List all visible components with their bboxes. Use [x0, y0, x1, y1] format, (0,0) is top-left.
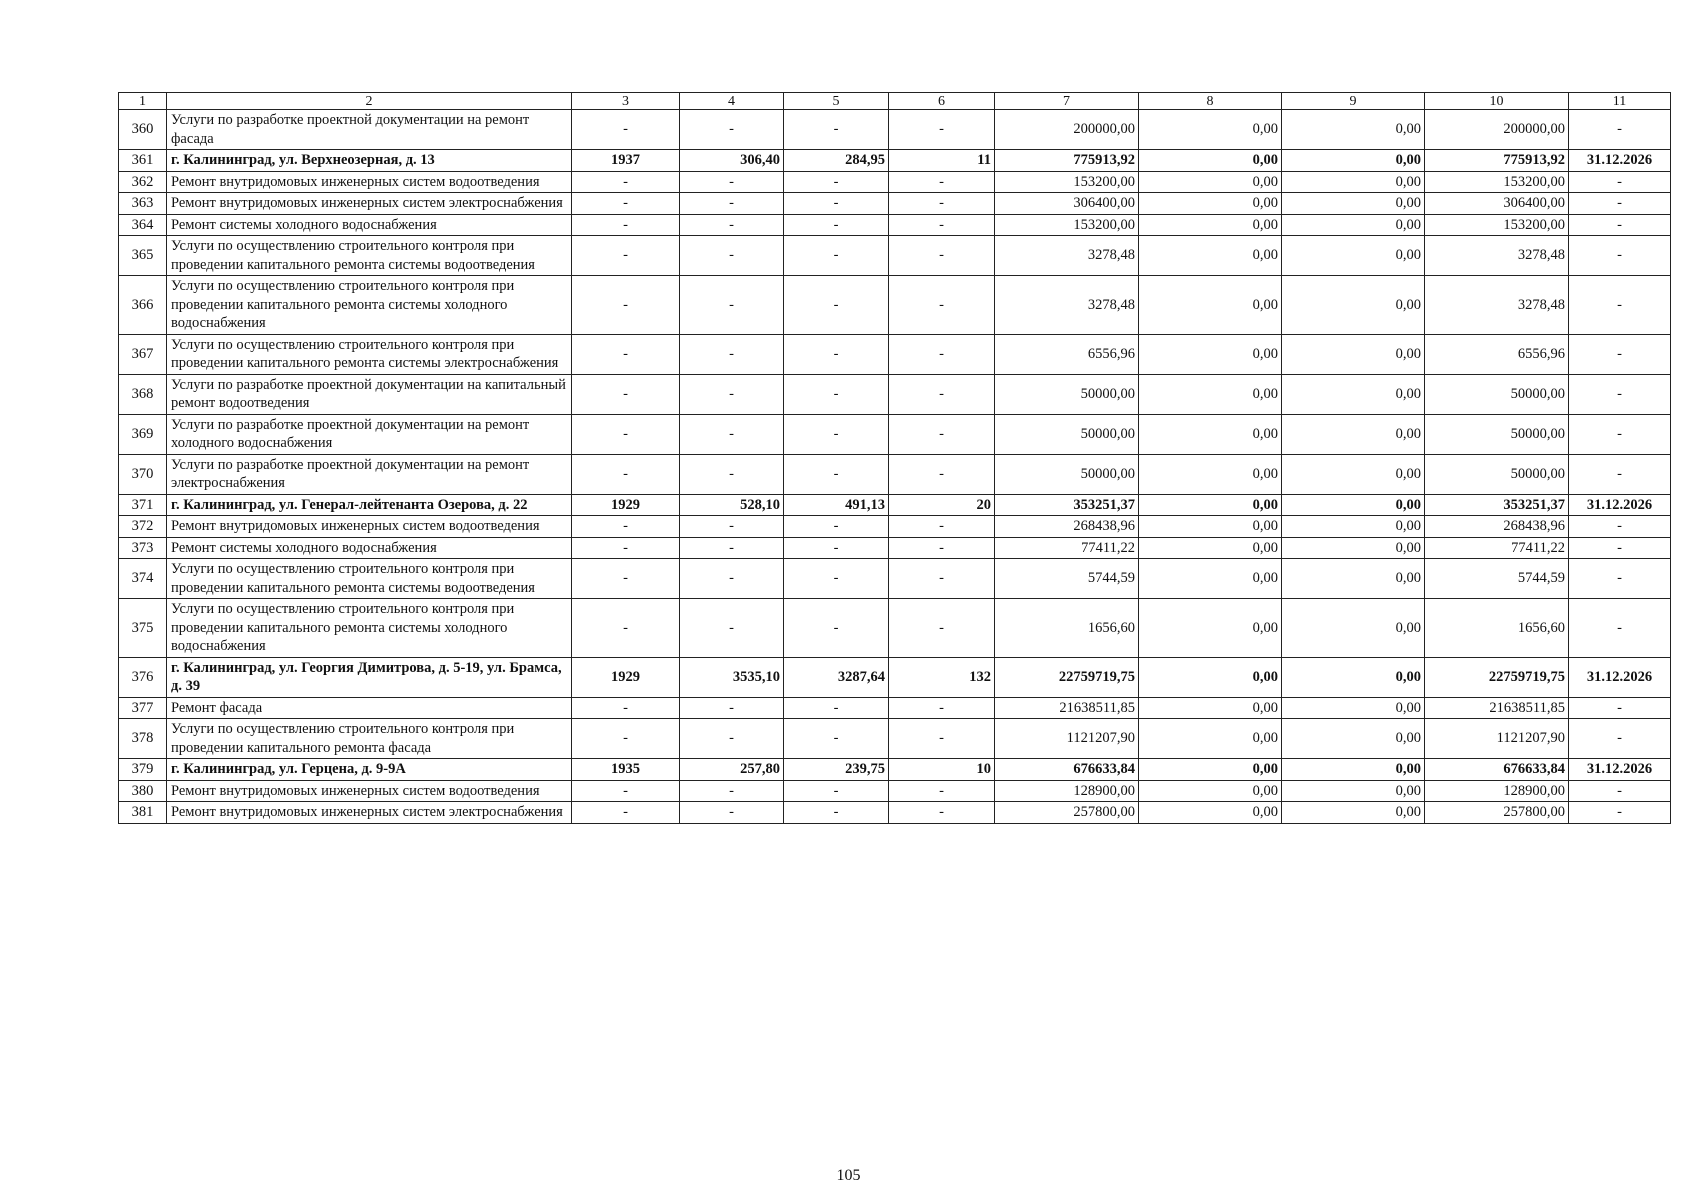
completion-date: -	[1569, 454, 1671, 494]
residents-count: -	[889, 334, 995, 374]
owners-funds: 3278,48	[1425, 276, 1569, 335]
fund-share-1: 0,00	[1139, 657, 1282, 697]
total-cost: 1656,60	[995, 599, 1139, 658]
fund-share-1: 0,00	[1139, 719, 1282, 759]
fund-share-2: 0,00	[1282, 171, 1425, 193]
year-built: -	[572, 599, 680, 658]
total-cost: 268438,96	[995, 516, 1139, 538]
owners-funds: 50000,00	[1425, 374, 1569, 414]
fund-share-2: 0,00	[1282, 334, 1425, 374]
completion-date: 31.12.2026	[1569, 657, 1671, 697]
year-built: -	[572, 414, 680, 454]
year-built: -	[572, 214, 680, 236]
residents-count: -	[889, 697, 995, 719]
year-built: -	[572, 802, 680, 824]
row-number: 367	[119, 334, 167, 374]
fund-share-1: 0,00	[1139, 236, 1282, 276]
living-area: -	[784, 454, 889, 494]
fund-share-1: 0,00	[1139, 334, 1282, 374]
total-area: -	[680, 214, 784, 236]
living-area: -	[784, 414, 889, 454]
total-cost: 1121207,90	[995, 719, 1139, 759]
owners-funds: 77411,22	[1425, 537, 1569, 559]
fund-share-2: 0,00	[1282, 802, 1425, 824]
living-area: -	[784, 214, 889, 236]
total-cost: 21638511,85	[995, 697, 1139, 719]
fund-share-2: 0,00	[1282, 599, 1425, 658]
living-area: 3287,64	[784, 657, 889, 697]
work-row	[119, 537, 1671, 559]
row-number: 361	[119, 150, 167, 172]
row-number: 372	[119, 516, 167, 538]
completion-date: -	[1569, 171, 1671, 193]
work-row	[119, 454, 1671, 494]
year-built: -	[572, 719, 680, 759]
completion-date: -	[1569, 236, 1671, 276]
fund-share-1: 0,00	[1139, 214, 1282, 236]
fund-share-1: 0,00	[1139, 494, 1282, 516]
completion-date: -	[1569, 214, 1671, 236]
total-area: -	[680, 780, 784, 802]
residents-count: -	[889, 374, 995, 414]
owners-funds: 6556,96	[1425, 334, 1569, 374]
column-number: 11	[1569, 93, 1671, 110]
work-description: Услуги по разработке проектной документации на ремонт холодного водоснабжения	[167, 414, 572, 454]
owners-funds: 268438,96	[1425, 516, 1569, 538]
work-description: Услуги по разработке проектной документации на капитальный ремонт водоотведения	[167, 374, 572, 414]
year-built: -	[572, 559, 680, 599]
column-number: 2	[167, 93, 572, 110]
fund-share-2: 0,00	[1282, 276, 1425, 335]
total-area: -	[680, 334, 784, 374]
residents-count: 132	[889, 657, 995, 697]
owners-funds: 1656,60	[1425, 599, 1569, 658]
living-area: -	[784, 236, 889, 276]
owners-funds: 1121207,90	[1425, 719, 1569, 759]
year-built: 1929	[572, 494, 680, 516]
fund-share-1: 0,00	[1139, 171, 1282, 193]
completion-date: -	[1569, 334, 1671, 374]
residents-count: -	[889, 559, 995, 599]
fund-share-1: 0,00	[1139, 537, 1282, 559]
work-description: Ремонт внутридомовых инженерных систем водоотведения	[167, 516, 572, 538]
residents-count: -	[889, 414, 995, 454]
completion-date: -	[1569, 780, 1671, 802]
year-built: 1935	[572, 759, 680, 781]
total-area: 3535,10	[680, 657, 784, 697]
fund-share-2: 0,00	[1282, 697, 1425, 719]
fund-share-2: 0,00	[1282, 193, 1425, 215]
fund-share-1: 0,00	[1139, 276, 1282, 335]
fund-share-1: 0,00	[1139, 802, 1282, 824]
row-number: 373	[119, 537, 167, 559]
total-area: -	[680, 374, 784, 414]
column-number: 5	[784, 93, 889, 110]
row-number: 370	[119, 454, 167, 494]
work-row	[119, 214, 1671, 236]
owners-funds: 200000,00	[1425, 110, 1569, 150]
living-area: -	[784, 110, 889, 150]
total-cost: 50000,00	[995, 414, 1139, 454]
completion-date: -	[1569, 414, 1671, 454]
work-row	[119, 697, 1671, 719]
row-number: 377	[119, 697, 167, 719]
fund-share-2: 0,00	[1282, 657, 1425, 697]
work-row	[119, 719, 1671, 759]
living-area: -	[784, 697, 889, 719]
fund-share-2: 0,00	[1282, 150, 1425, 172]
row-number: 380	[119, 780, 167, 802]
year-built: -	[572, 780, 680, 802]
work-row	[119, 110, 1671, 150]
row-number: 364	[119, 214, 167, 236]
fund-share-2: 0,00	[1282, 719, 1425, 759]
residents-count: -	[889, 110, 995, 150]
data-sheet	[118, 92, 1670, 824]
living-area: -	[784, 599, 889, 658]
completion-date: -	[1569, 559, 1671, 599]
residents-count: -	[889, 171, 995, 193]
residents-count: -	[889, 454, 995, 494]
fund-share-2: 0,00	[1282, 214, 1425, 236]
address-row	[119, 759, 1671, 781]
work-row	[119, 374, 1671, 414]
fund-share-2: 0,00	[1282, 759, 1425, 781]
completion-date: -	[1569, 374, 1671, 414]
owners-funds: 353251,37	[1425, 494, 1569, 516]
address-row	[119, 150, 1671, 172]
column-number: 3	[572, 93, 680, 110]
year-built: -	[572, 454, 680, 494]
owners-funds: 775913,92	[1425, 150, 1569, 172]
owners-funds: 50000,00	[1425, 414, 1569, 454]
work-description: Услуги по осуществлению строительного контроля при проведении капитального ремонта системы электроснабжения	[167, 334, 572, 374]
fund-share-2: 0,00	[1282, 374, 1425, 414]
row-number: 368	[119, 374, 167, 414]
living-area: -	[784, 334, 889, 374]
column-number: 4	[680, 93, 784, 110]
work-description: г. Калининград, ул. Герцена, д. 9-9А	[167, 759, 572, 781]
residents-count: -	[889, 599, 995, 658]
owners-funds: 306400,00	[1425, 193, 1569, 215]
row-number: 376	[119, 657, 167, 697]
fund-share-2: 0,00	[1282, 494, 1425, 516]
fund-share-2: 0,00	[1282, 414, 1425, 454]
living-area: -	[784, 780, 889, 802]
total-area: 257,80	[680, 759, 784, 781]
residents-count: -	[889, 214, 995, 236]
year-built: -	[572, 516, 680, 538]
residents-count: -	[889, 719, 995, 759]
fund-share-1: 0,00	[1139, 414, 1282, 454]
work-description: Услуги по осуществлению строительного контроля при проведении капитального ремонта системы водоотведения	[167, 559, 572, 599]
row-number: 371	[119, 494, 167, 516]
total-cost: 6556,96	[995, 334, 1139, 374]
total-area: 528,10	[680, 494, 784, 516]
fund-share-2: 0,00	[1282, 780, 1425, 802]
living-area: -	[784, 559, 889, 599]
living-area: -	[784, 276, 889, 335]
completion-date: -	[1569, 276, 1671, 335]
fund-share-1: 0,00	[1139, 193, 1282, 215]
row-number: 365	[119, 236, 167, 276]
fund-share-1: 0,00	[1139, 454, 1282, 494]
fund-share-1: 0,00	[1139, 697, 1282, 719]
fund-share-1: 0,00	[1139, 599, 1282, 658]
owners-funds: 153200,00	[1425, 171, 1569, 193]
living-area: -	[784, 193, 889, 215]
year-built: -	[572, 334, 680, 374]
row-number: 360	[119, 110, 167, 150]
total-area: -	[680, 559, 784, 599]
address-row	[119, 494, 1671, 516]
residents-count: -	[889, 276, 995, 335]
work-description: Услуги по осуществлению строительного контроля при проведении капитального ремонта фасада	[167, 719, 572, 759]
column-number-row	[119, 93, 1671, 110]
total-area: -	[680, 537, 784, 559]
total-area: -	[680, 719, 784, 759]
completion-date: -	[1569, 719, 1671, 759]
work-description: Услуги по разработке проектной документации на ремонт электроснабжения	[167, 454, 572, 494]
work-description: Услуги по осуществлению строительного контроля при проведении капитального ремонта системы водоотведения	[167, 236, 572, 276]
page-number: 105	[836, 1167, 861, 1184]
total-area: -	[680, 414, 784, 454]
column-number: 9	[1282, 93, 1425, 110]
completion-date: -	[1569, 516, 1671, 538]
total-cost: 50000,00	[995, 454, 1139, 494]
column-number: 7	[995, 93, 1139, 110]
row-number: 378	[119, 719, 167, 759]
owners-funds: 257800,00	[1425, 802, 1569, 824]
total-area: 306,40	[680, 150, 784, 172]
fund-share-1: 0,00	[1139, 150, 1282, 172]
living-area: -	[784, 516, 889, 538]
residents-count: -	[889, 236, 995, 276]
owners-funds: 128900,00	[1425, 780, 1569, 802]
work-description: г. Калининград, ул. Генерал-лейтенанта Озерова, д. 22	[167, 494, 572, 516]
total-area: -	[680, 802, 784, 824]
total-cost: 3278,48	[995, 276, 1139, 335]
total-area: -	[680, 236, 784, 276]
row-number: 369	[119, 414, 167, 454]
total-cost: 3278,48	[995, 236, 1139, 276]
completion-date: 31.12.2026	[1569, 150, 1671, 172]
year-built: 1929	[572, 657, 680, 697]
column-number: 10	[1425, 93, 1569, 110]
work-description: Ремонт внутридомовых инженерных систем водоотведения	[167, 780, 572, 802]
work-description: Ремонт внутридомовых инженерных систем электроснабжения	[167, 802, 572, 824]
total-area: -	[680, 276, 784, 335]
total-area: -	[680, 193, 784, 215]
work-row	[119, 802, 1671, 824]
owners-funds: 22759719,75	[1425, 657, 1569, 697]
total-cost: 77411,22	[995, 537, 1139, 559]
completion-date: -	[1569, 697, 1671, 719]
work-description: г. Калининград, ул. Верхнеозерная, д. 13	[167, 150, 572, 172]
work-description: Услуги по осуществлению строительного контроля при проведении капитального ремонта системы холодного водоснабжения	[167, 599, 572, 658]
total-cost: 306400,00	[995, 193, 1139, 215]
year-built: -	[572, 374, 680, 414]
total-area: -	[680, 516, 784, 538]
total-area: -	[680, 454, 784, 494]
fund-share-2: 0,00	[1282, 110, 1425, 150]
work-description: Ремонт внутридомовых инженерных систем электроснабжения	[167, 193, 572, 215]
total-cost: 353251,37	[995, 494, 1139, 516]
owners-funds: 153200,00	[1425, 214, 1569, 236]
total-area: -	[680, 171, 784, 193]
total-cost: 153200,00	[995, 171, 1139, 193]
work-description: Ремонт фасада	[167, 697, 572, 719]
fund-share-1: 0,00	[1139, 759, 1282, 781]
work-description: Ремонт внутридомовых инженерных систем водоотведения	[167, 171, 572, 193]
living-area: -	[784, 802, 889, 824]
work-description: Услуги по разработке проектной документации на ремонт фасада	[167, 110, 572, 150]
row-number: 362	[119, 171, 167, 193]
work-description: Ремонт системы холодного водоснабжения	[167, 214, 572, 236]
work-row	[119, 599, 1671, 658]
total-cost: 775913,92	[995, 150, 1139, 172]
year-built: -	[572, 276, 680, 335]
owners-funds: 3278,48	[1425, 236, 1569, 276]
total-area: -	[680, 110, 784, 150]
work-row	[119, 516, 1671, 538]
fund-share-2: 0,00	[1282, 537, 1425, 559]
year-built: -	[572, 537, 680, 559]
owners-funds: 5744,59	[1425, 559, 1569, 599]
residents-count: -	[889, 516, 995, 538]
fund-share-1: 0,00	[1139, 110, 1282, 150]
total-area: -	[680, 599, 784, 658]
total-cost: 5744,59	[995, 559, 1139, 599]
fund-share-1: 0,00	[1139, 374, 1282, 414]
living-area: 239,75	[784, 759, 889, 781]
completion-date: -	[1569, 537, 1671, 559]
living-area: -	[784, 171, 889, 193]
work-row	[119, 193, 1671, 215]
living-area: 491,13	[784, 494, 889, 516]
living-area: 284,95	[784, 150, 889, 172]
total-cost: 676633,84	[995, 759, 1139, 781]
fund-share-2: 0,00	[1282, 236, 1425, 276]
year-built: -	[572, 193, 680, 215]
residents-count: -	[889, 193, 995, 215]
total-cost: 257800,00	[995, 802, 1139, 824]
year-built: -	[572, 110, 680, 150]
fund-share-1: 0,00	[1139, 559, 1282, 599]
completion-date: 31.12.2026	[1569, 494, 1671, 516]
completion-date: -	[1569, 802, 1671, 824]
work-row	[119, 780, 1671, 802]
fund-share-2: 0,00	[1282, 454, 1425, 494]
work-row	[119, 171, 1671, 193]
completion-date: -	[1569, 599, 1671, 658]
total-cost: 22759719,75	[995, 657, 1139, 697]
owners-funds: 21638511,85	[1425, 697, 1569, 719]
year-built: -	[572, 697, 680, 719]
column-number: 1	[119, 93, 167, 110]
residents-count: -	[889, 802, 995, 824]
work-row	[119, 559, 1671, 599]
residents-count: 10	[889, 759, 995, 781]
work-row	[119, 414, 1671, 454]
total-cost: 200000,00	[995, 110, 1139, 150]
total-cost: 50000,00	[995, 374, 1139, 414]
column-number: 8	[1139, 93, 1282, 110]
completion-date: -	[1569, 110, 1671, 150]
fund-share-2: 0,00	[1282, 516, 1425, 538]
row-number: 363	[119, 193, 167, 215]
work-description: Ремонт системы холодного водоснабжения	[167, 537, 572, 559]
total-area: -	[680, 697, 784, 719]
residents-count: 20	[889, 494, 995, 516]
work-description: г. Калининград, ул. Георгия Димитрова, д. 5-19, ул. Брамса, д. 39	[167, 657, 572, 697]
fund-share-2: 0,00	[1282, 559, 1425, 599]
fund-share-1: 0,00	[1139, 516, 1282, 538]
row-number: 374	[119, 559, 167, 599]
work-row	[119, 236, 1671, 276]
row-number: 366	[119, 276, 167, 335]
owners-funds: 50000,00	[1425, 454, 1569, 494]
row-number: 379	[119, 759, 167, 781]
year-built: -	[572, 236, 680, 276]
completion-date: 31.12.2026	[1569, 759, 1671, 781]
row-number: 381	[119, 802, 167, 824]
work-row	[119, 276, 1671, 335]
owners-funds: 676633,84	[1425, 759, 1569, 781]
work-row	[119, 334, 1671, 374]
column-number: 6	[889, 93, 995, 110]
living-area: -	[784, 537, 889, 559]
year-built: -	[572, 171, 680, 193]
fund-share-1: 0,00	[1139, 780, 1282, 802]
residents-count: -	[889, 780, 995, 802]
work-description: Услуги по осуществлению строительного контроля при проведении капитального ремонта системы холодного водоснабжения	[167, 276, 572, 335]
living-area: -	[784, 374, 889, 414]
row-number: 375	[119, 599, 167, 658]
living-area: -	[784, 719, 889, 759]
year-built: 1937	[572, 150, 680, 172]
completion-date: -	[1569, 193, 1671, 215]
total-cost: 128900,00	[995, 780, 1139, 802]
capital-repair-table	[118, 92, 1671, 824]
total-cost: 153200,00	[995, 214, 1139, 236]
address-row	[119, 657, 1671, 697]
residents-count: 11	[889, 150, 995, 172]
residents-count: -	[889, 537, 995, 559]
